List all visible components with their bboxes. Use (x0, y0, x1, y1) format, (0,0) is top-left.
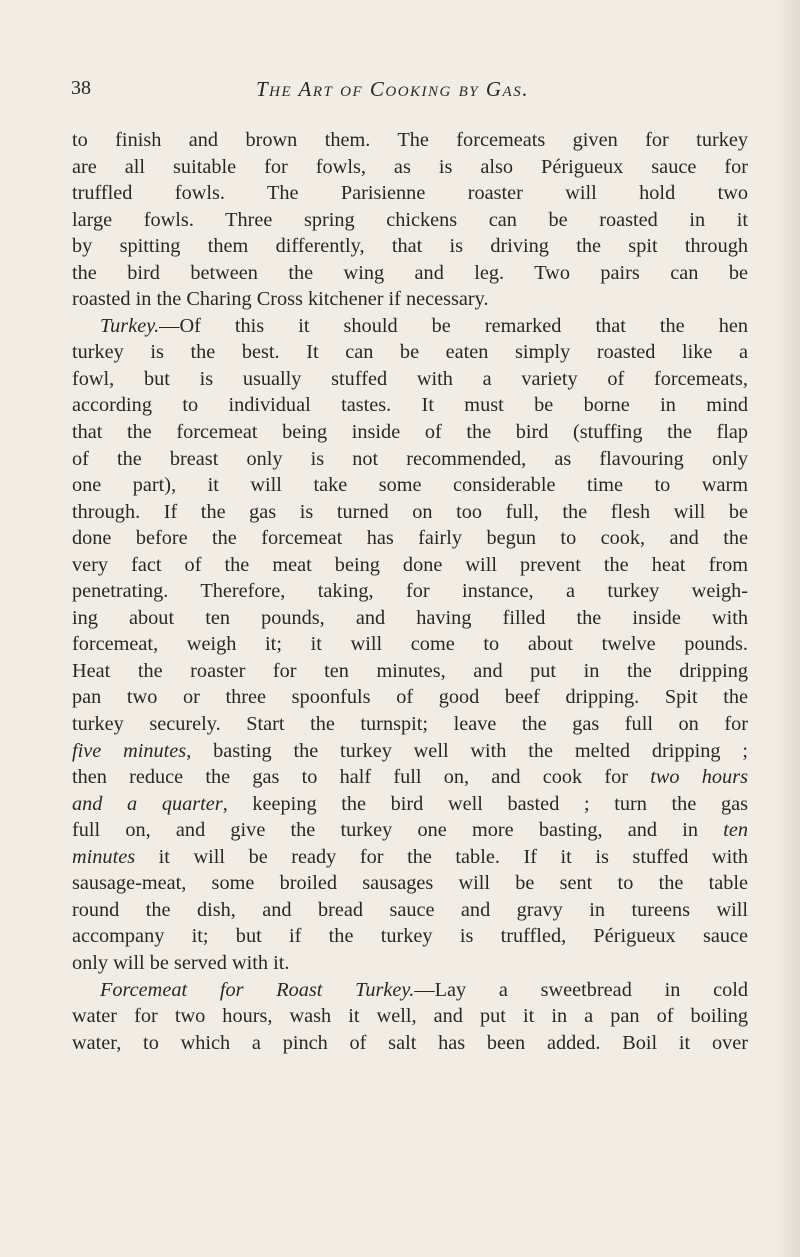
text-line: very fact of the meat being done will prevent the heat from (72, 553, 748, 576)
body-text (72, 127, 748, 1056)
text-line: turkey securely. Start the turnspit; leave the gas full on for (72, 713, 748, 736)
text-line: fowl, but is usually stuffed with a variety of forcemeats, (72, 367, 748, 390)
text-line: to finish and brown them. The forcemeats given for turkey (72, 129, 748, 151)
paragraph (72, 127, 748, 313)
text-line: water for two hours, wash it well, and put it in a pan of boiling (72, 1005, 748, 1028)
running-title: The Art of Cooking by Gas. (256, 77, 529, 101)
text-line: forcemeat, weigh it; it will come to about twelve pounds. (72, 633, 748, 656)
text-line: and a quarter, keeping the bird well basted ; turn the gas (72, 792, 748, 815)
text-line: round the dish, and bread sauce and gravy in tureens will (72, 898, 748, 921)
section-heading: Turkey. (100, 314, 160, 337)
text-line: the bird between the wing and leg. Two pairs can be (72, 261, 748, 284)
page-number: 38 (71, 77, 91, 99)
text-line: Heat the roaster for ten minutes, and put in the dripping (72, 659, 748, 682)
text-line: according to individual tastes. It must be borne in mind (72, 394, 748, 417)
text-line: sausage-meat, some broiled sausages will be sent to the table (72, 872, 748, 895)
section-heading: Forcemeat for Roast Turkey. (100, 978, 415, 1001)
text-line: full on, and give the turkey one more basting, and in ten (72, 819, 748, 842)
text-line: pan two or three spoonfuls of good beef dripping. Spit the (72, 686, 748, 709)
text-line: five minutes, basting the turkey well with the melted dripping ; (72, 739, 748, 762)
paragraph (72, 977, 748, 1057)
text-line: large fowls. Three spring chickens can be roasted in it (72, 208, 748, 231)
text-line: then reduce the gas to half full on, and cook for two hours (72, 766, 748, 789)
text-line: turkey is the best. It can be eaten simply roasted like a (72, 341, 748, 364)
text-line: minutes it will be ready for the table. If it is stuffed with (72, 845, 748, 868)
text-line: ing about ten pounds, and having filled the inside with (72, 606, 748, 629)
text-line: water, to which a pinch of salt has been added. Boil it over (72, 1031, 748, 1054)
text-line: Turkey.—Of this it should be remarked that the hen (100, 314, 748, 337)
text-line: truffled fowls. The Parisienne roaster will hold two (72, 182, 748, 205)
text-line: one part), it will take some considerable time to warm (72, 474, 748, 497)
text-line: accompany it; but if the turkey is truffled, Périgueux sauce (72, 925, 748, 948)
text-line: are all suitable for fowls, as is also Périgueux sauce for (72, 155, 748, 178)
running-head (71, 77, 631, 107)
paragraph (72, 313, 748, 977)
text-line: penetrating. Therefore, taking, for instance, a turkey weigh- (72, 580, 748, 603)
text-line: through. If the gas is turned on too full, the flesh will be (72, 500, 748, 523)
text-line: done before the forcemeat has fairly begun to cook, and the (72, 527, 748, 550)
text-line: only will be served with it. (72, 951, 290, 974)
text-line: of the breast only is not recommended, as flavouring only (72, 447, 748, 470)
text-line: that the forcemeat being inside of the bird (stuffing the flap (72, 421, 748, 444)
text-line: Forcemeat for Roast Turkey.—Lay a sweetbread in cold (100, 978, 748, 1001)
text-line: by spitting them differently, that is driving the spit through (72, 235, 748, 258)
text-line: roasted in the Charing Cross kitchener if necessary. (72, 288, 489, 311)
